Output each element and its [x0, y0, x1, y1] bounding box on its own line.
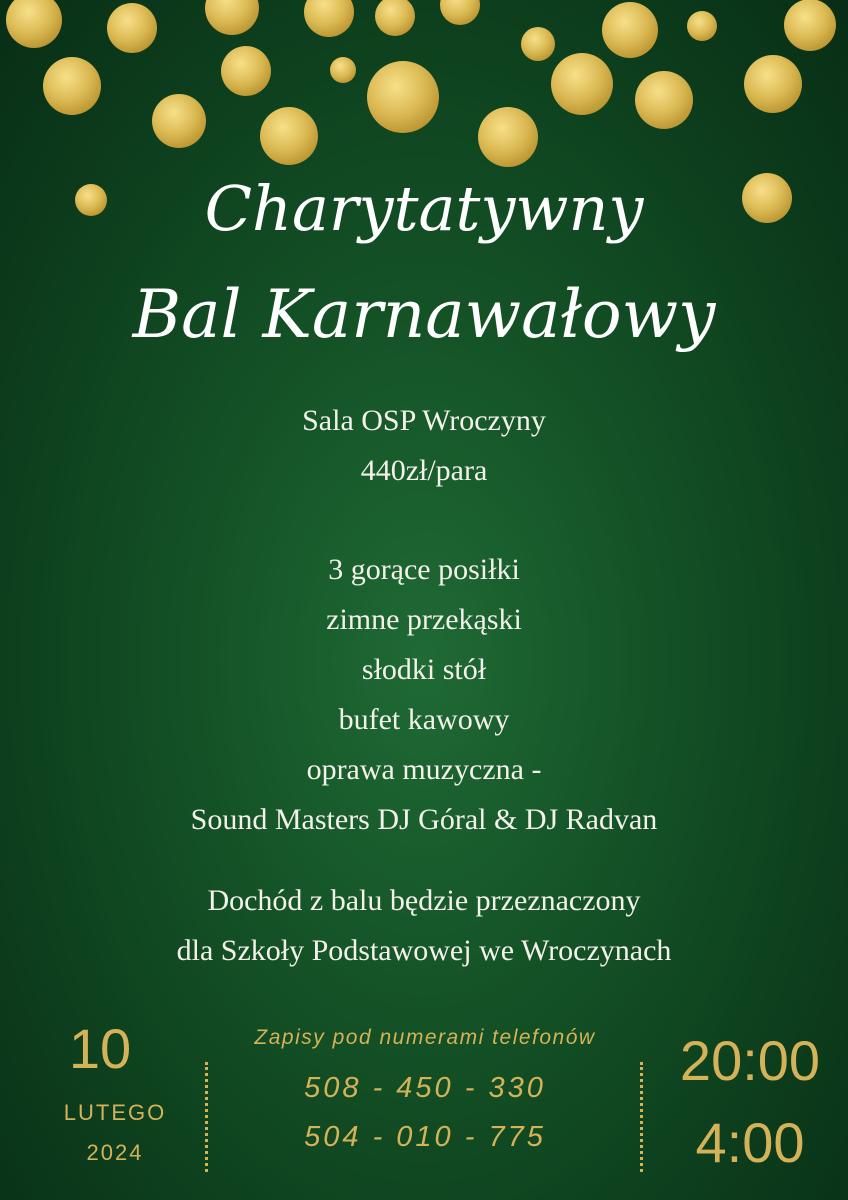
event-title-line1: Charytatywny	[204, 172, 644, 245]
venue-place: Sala OSP Wroczyny	[302, 404, 546, 437]
event-title-line2: Bal Karnawałowy	[132, 276, 716, 353]
menu-item: oprawa muzyczna -	[306, 753, 542, 786]
menu-item: zimne przekąski	[326, 603, 522, 636]
menu-item: bufet kawowy	[338, 703, 510, 736]
start-time: 20:00	[679, 1029, 821, 1092]
proceeds-line: Dochód z balu będzie przeznaczony	[207, 884, 641, 917]
event-day: 10	[68, 1017, 132, 1080]
menu-item: słodki stół	[361, 653, 487, 686]
phone-number-1[interactable]: 508 - 450 - 330	[304, 1072, 546, 1104]
event-year: 2024	[86, 1140, 144, 1165]
venue-info	[0, 396, 848, 496]
proceeds-info	[0, 876, 848, 976]
menu-list	[0, 545, 848, 845]
phone-number-2[interactable]: 504 - 010 - 775	[304, 1121, 546, 1153]
event-month: LUTEGO	[63, 1100, 167, 1125]
dotted-divider	[205, 1062, 208, 1172]
end-time: 4:00	[695, 1111, 805, 1174]
signup-label: Zapisy pod numerami telefonów	[254, 1026, 596, 1049]
menu-item: 3 gorące posiłki	[328, 553, 520, 586]
dotted-divider	[640, 1062, 643, 1172]
menu-item: Sound Masters DJ Góral & DJ Radvan	[190, 803, 658, 836]
proceeds-line: dla Szkoły Podstawowej we Wroczynach	[176, 934, 672, 967]
ticket-price: 440zł/para	[360, 454, 488, 487]
